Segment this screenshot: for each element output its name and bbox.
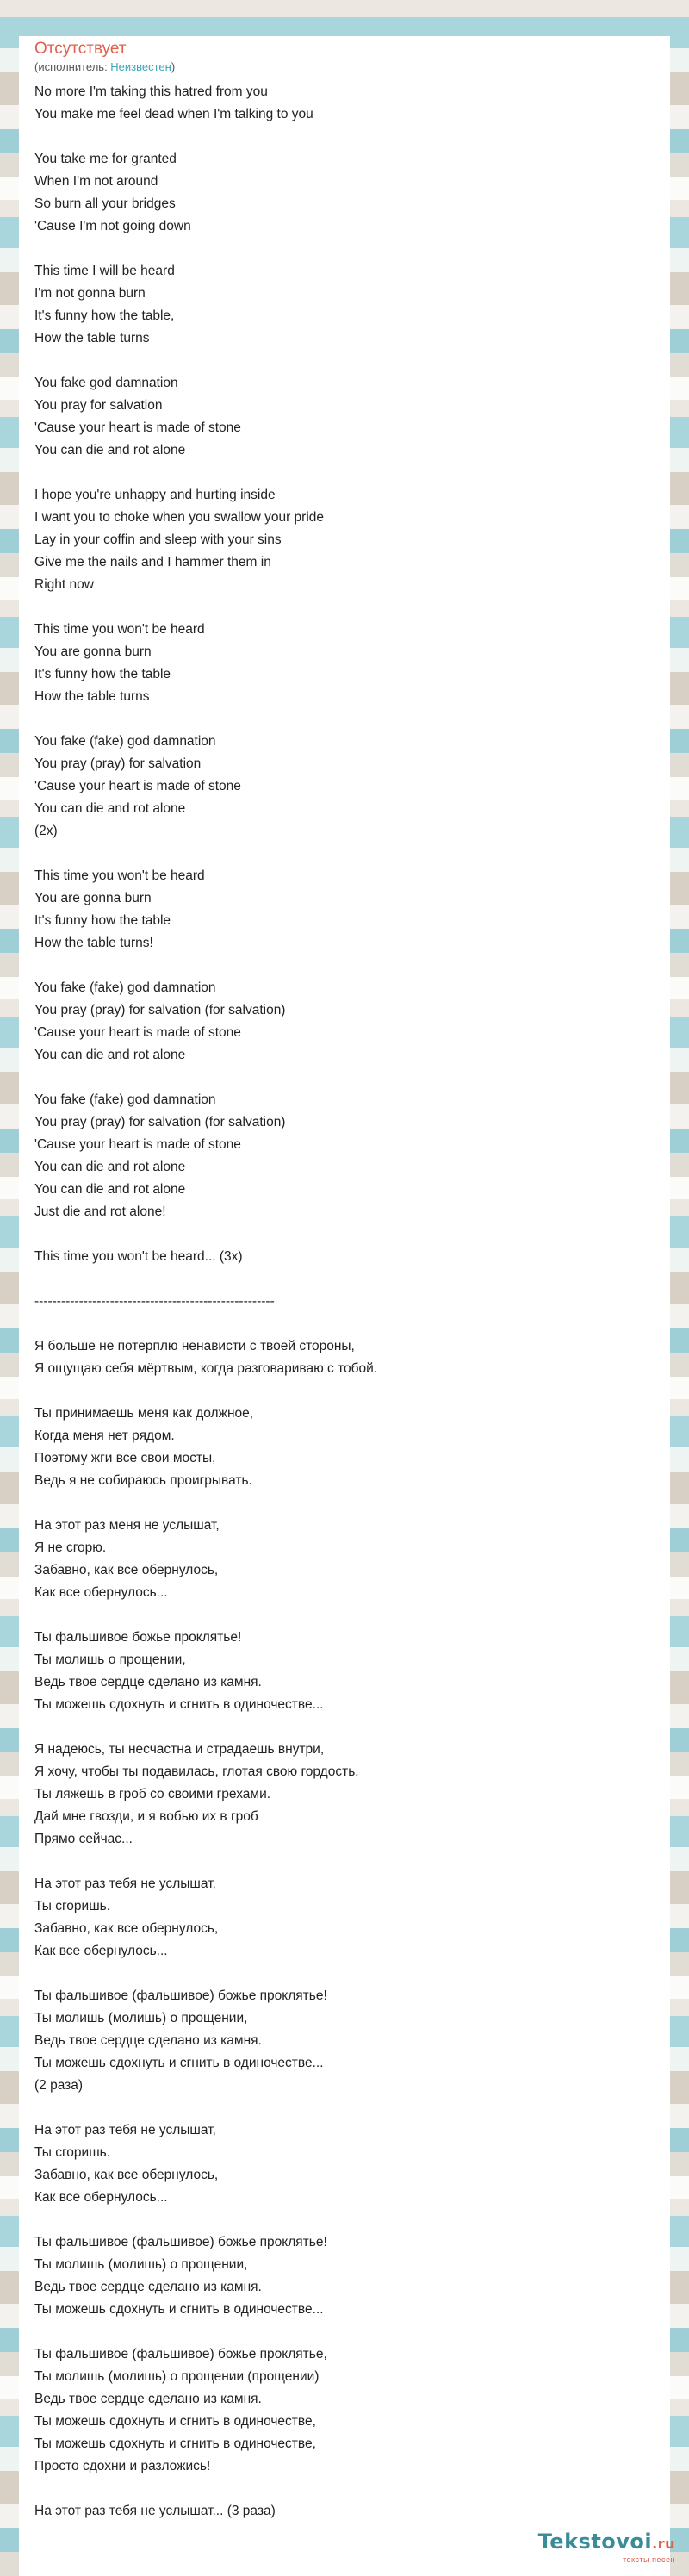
lyrics-line: Ты сгоришь. xyxy=(34,1899,111,1913)
lyrics-line: You make me feel dead when I'm talking to you xyxy=(34,107,313,121)
lyrics-line: You are gonna burn xyxy=(34,891,152,905)
lyrics-stanza xyxy=(34,2343,670,2478)
lyrics-line: It's funny how the table, xyxy=(34,308,175,323)
lyrics-line: Lay in your coffin and sleep with your sins xyxy=(34,532,282,547)
lyrics-line: Поэтому жги все свои мосты, xyxy=(34,1451,216,1465)
lyrics-line: Ты молишь (молишь) о прощении, xyxy=(34,2011,248,2025)
lyrics-line: So burn all your bridges xyxy=(34,196,176,211)
lyrics-line: Ты принимаешь меня как должное, xyxy=(34,1406,254,1421)
lyrics-body xyxy=(34,81,670,2523)
lyrics-stanza xyxy=(34,81,670,126)
lyrics-line: Забавно, как все обернулось, xyxy=(34,1563,219,1577)
logo-ext-text: .ru xyxy=(652,2536,675,2552)
artist-line xyxy=(34,60,670,74)
lyrics-line: Ты фальшивое (фальшивое) божье проклятье, xyxy=(34,2347,327,2361)
lyrics-line: This time I will be heard xyxy=(34,264,175,278)
lyrics-line: I hope you're unhappy and hurting inside xyxy=(34,488,276,502)
lyrics-line: На этот раз тебя не услышат... (3 раза) xyxy=(34,2504,276,2518)
lyrics-line: Just die and rot alone! xyxy=(34,1204,166,1219)
lyrics-line: You can die and rot alone xyxy=(34,801,186,816)
lyrics-stanza xyxy=(34,731,670,843)
lyrics-line: Забавно, как все обернулось, xyxy=(34,1921,219,1936)
lyrics-line: Ты фальшивое божье проклятье! xyxy=(34,1630,242,1645)
lyrics-line: Ты можешь сдохнуть и сгнить в одиночестве... xyxy=(34,1697,324,1712)
lyrics-line: Как все обернулось... xyxy=(34,1585,168,1600)
lyrics-stanza xyxy=(34,2231,670,2321)
lyrics-line: You are gonna burn xyxy=(34,644,152,659)
lyrics-line: Я не сгорю. xyxy=(34,1540,107,1555)
lyrics-line: You can die and rot alone xyxy=(34,1160,186,1174)
lyrics-line: На этот раз меня не услышат, xyxy=(34,1518,220,1533)
lyrics-stanza xyxy=(34,977,670,1067)
lyrics-stanza xyxy=(34,865,670,955)
lyrics-line: It's funny how the table xyxy=(34,913,171,928)
lyrics-line: This time you won't be heard xyxy=(34,622,205,637)
lyrics-line: На этот раз тебя не услышат, xyxy=(34,1876,216,1891)
lyrics-line: Я ощущаю себя мёртвым, когда разговариваю с тобой. xyxy=(34,1361,378,1376)
lyrics-divider: ------------------------------------------------------ xyxy=(34,1294,275,1309)
lyrics-line: Я надеюсь, ты несчастна и страдаешь внутри, xyxy=(34,1742,325,1757)
artist-suffix: ) xyxy=(171,60,176,73)
lyrics-page xyxy=(19,36,670,2576)
lyrics-line: You pray (pray) for salvation xyxy=(34,756,202,771)
lyrics-stanza xyxy=(34,484,670,596)
lyrics-line: Ты можешь сдохнуть и сгнить в одиночестве... xyxy=(34,2056,324,2070)
logo-wordmark xyxy=(538,2530,675,2555)
lyrics-stanza xyxy=(34,148,670,238)
lyrics-line: 'Cause I'm not going down xyxy=(34,219,191,233)
lyrics-line: Просто сдохни и разложись! xyxy=(34,2459,211,2473)
lyrics-line: You fake (fake) god damnation xyxy=(34,734,216,749)
lyrics-line: 'Cause your heart is made of stone xyxy=(34,779,241,793)
lyrics-stanza xyxy=(34,1246,670,1268)
lyrics-stanza xyxy=(34,1739,670,1851)
lyrics-stanza xyxy=(34,1335,670,1380)
lyrics-line: Прямо сейчас... xyxy=(34,1832,133,1846)
lyrics-line: You can die and rot alone xyxy=(34,1048,186,1062)
lyrics-line: You pray (pray) for salvation (for salvation) xyxy=(34,1115,286,1129)
lyrics-stanza xyxy=(34,619,670,708)
logo-tagline: тексты песен xyxy=(622,2555,675,2564)
lyrics-line: 'Cause your heart is made of stone xyxy=(34,420,241,435)
lyrics-stanza xyxy=(34,2119,670,2209)
lyrics-stanza xyxy=(34,372,670,462)
lyrics-line: (2x) xyxy=(34,824,58,838)
lyrics-line: Забавно, как все обернулось, xyxy=(34,2168,219,2182)
lyrics-line: Ты можешь сдохнуть и сгнить в одиночестве, xyxy=(34,2436,316,2451)
lyrics-line: (2 раза) xyxy=(34,2078,84,2093)
site-logo[interactable] xyxy=(538,2530,675,2564)
lyrics-line: No more I'm taking this hatred from you xyxy=(34,84,268,99)
lyrics-line: You can die and rot alone xyxy=(34,443,186,457)
original-lyrics xyxy=(34,81,670,1268)
artist-prefix: (исполнитель: xyxy=(34,60,111,73)
lyrics-stanza xyxy=(34,1515,670,1604)
lyrics-stanza xyxy=(34,260,670,350)
lyrics-line: It's funny how the table xyxy=(34,667,171,681)
lyrics-stanza xyxy=(34,1403,670,1492)
lyrics-line: Ведь твое сердце сделано из камня. xyxy=(34,2033,262,2048)
lyrics-line: Give me the nails and I hammer them in xyxy=(34,555,271,569)
lyrics-stanza xyxy=(34,1873,670,1963)
lyrics-line: Я больше не потерплю ненависти с твоей стороны, xyxy=(34,1339,355,1353)
lyrics-line: Ведь я не собираюсь проигрывать. xyxy=(34,1473,252,1488)
lyrics-line: Ты ляжешь в гроб со своими грехами. xyxy=(34,1787,271,1801)
lyrics-line: You can die and rot alone xyxy=(34,1182,186,1197)
lyrics-line: You fake (fake) god damnation xyxy=(34,1092,216,1107)
lyrics-line: Ты фальшивое (фальшивое) божье проклятье! xyxy=(34,1988,327,2003)
lyrics-stanza xyxy=(34,1089,670,1223)
lyrics-line: Ведь твое сердце сделано из камня. xyxy=(34,1675,262,1689)
lyrics-line: Я хочу, чтобы ты подавилась, глотая свою гордость. xyxy=(34,1764,359,1779)
lyrics-line: Когда меня нет рядом. xyxy=(34,1428,175,1443)
lyrics-line: Right now xyxy=(34,577,94,592)
lyrics-line: How the table turns xyxy=(34,331,150,345)
lyrics-stanza xyxy=(34,1627,670,1716)
lyrics-stanza xyxy=(34,2500,670,2523)
artist-link[interactable]: Неизвестен xyxy=(110,60,171,73)
lyrics-line: You fake (fake) god damnation xyxy=(34,980,216,995)
lyrics-line: Ты молишь (молишь) о прощении, xyxy=(34,2257,248,2272)
lyrics-stanza xyxy=(34,1985,670,2097)
lyrics-line: Ведь твое сердце сделано из камня. xyxy=(34,2392,262,2406)
song-title: Отсутствует xyxy=(34,40,127,58)
lyrics-line: Ты можешь сдохнуть и сгнить в одиночестве, xyxy=(34,2414,316,2429)
lyrics-line: You take me for granted xyxy=(34,152,177,166)
lyrics-line: Ты фальшивое (фальшивое) божье проклятье! xyxy=(34,2235,327,2249)
lyrics-line: 'Cause your heart is made of stone xyxy=(34,1025,241,1040)
lyrics-line: Как все обернулось... xyxy=(34,2190,168,2205)
lyrics-line: Ты молишь (молишь) о прощении (прощении) xyxy=(34,2369,320,2384)
lyrics-line: I'm not gonna burn xyxy=(34,286,146,301)
lyrics-line: Ведь твое сердце сделано из камня. xyxy=(34,2280,262,2294)
translation-lyrics xyxy=(34,1335,670,2523)
lyrics-line: You pray (pray) for salvation (for salvation) xyxy=(34,1003,286,1017)
lyrics-line: How the table turns xyxy=(34,689,150,704)
lyrics-line: How the table turns! xyxy=(34,936,153,950)
lyrics-line: Ты сгоришь. xyxy=(34,2145,111,2160)
lyrics-line: Как все обернулось... xyxy=(34,1944,168,1958)
lyrics-line: This time you won't be heard... (3x) xyxy=(34,1249,243,1264)
lyrics-line: This time you won't be heard xyxy=(34,868,205,883)
logo-main-text: Tekstovoi xyxy=(537,2529,653,2554)
lyrics-line: Дай мне гвозди, и я вобью их в гроб xyxy=(34,1809,258,1824)
lyrics-line: I want you to choke when you swallow your pride xyxy=(34,510,325,525)
lyrics-line: На этот раз тебя не услышат, xyxy=(34,2123,216,2137)
lyrics-line: Ты можешь сдохнуть и сгнить в одиночестве... xyxy=(34,2302,324,2317)
lyrics-line: You fake god damnation xyxy=(34,376,178,390)
lyrics-line: Ты молишь о прощении, xyxy=(34,1652,186,1667)
lyrics-line: When I'm not around xyxy=(34,174,158,189)
lyrics-line: You pray for salvation xyxy=(34,398,163,413)
lyrics-line: 'Cause your heart is made of stone xyxy=(34,1137,241,1152)
